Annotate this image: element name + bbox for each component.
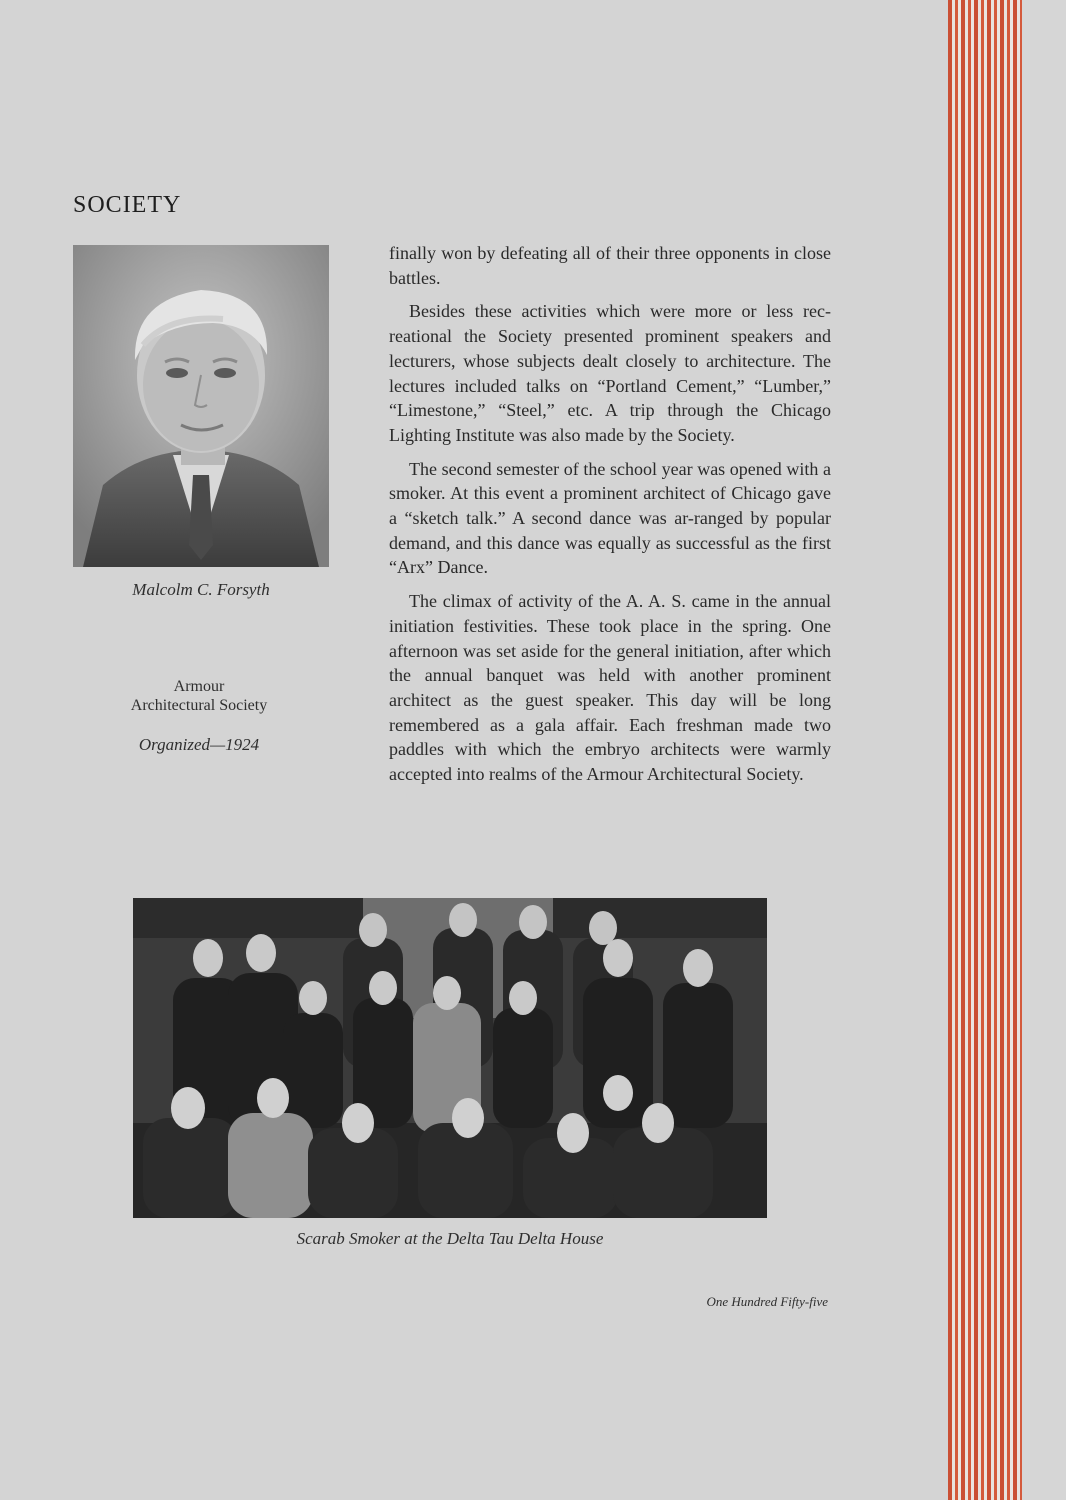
society-name <box>73 677 325 715</box>
society-name-line-1: Armour <box>173 678 225 695</box>
group-photo <box>133 898 767 1218</box>
group-photo-illustration <box>133 898 767 1218</box>
decorative-red-stripe <box>948 0 1022 1500</box>
article-paragraph: finally won by defeating all of their three opponents in close battles. <box>389 243 831 288</box>
page-number: One Hundred Fifty-five <box>706 1294 828 1309</box>
article-body <box>389 241 831 796</box>
organized-date: Organized—1924 <box>138 735 260 754</box>
portrait-photo <box>73 245 329 567</box>
portrait-illustration <box>73 245 329 567</box>
portrait-caption: Malcolm C. Forsyth <box>132 580 270 599</box>
section-title: SOCIETY <box>73 192 182 218</box>
group-photo-caption: Scarab Smoker at the Delta Tau Delta House <box>296 1229 604 1248</box>
article-paragraph: The climax of activity of the A. A. S. came in the annual initiation festivities. These took place in the spring. One afternoon was set aside for the general initiation, after which the annual banquet was held with another prominent architect as the guest speaker. This day will be long remembered as a gala affair. Each freshman made two paddles with which the embryo architects were warmly accepted into realms of the Armour Architectural Society. <box>389 591 831 785</box>
article-paragraph: Besides these activities which were more or less rec-reational the Society presented prominent speakers and lecturers, whose subjects dealt closely to architecture. The lectures included talks on “Portland Cement,” “Lumber,” “Limestone,” “Steel,” etc. A trip through the Chicago Lighting Institute was also made by the Society. <box>389 301 831 445</box>
article-paragraph: The second semester of the school year was opened with a smoker. At this event a prominent architect of Chicago gave a “sketch talk.” A second dance was ar-ranged by popular demand, and this dance was equally as successful as the first “Arx” Dance. <box>389 458 831 578</box>
page-edge <box>1022 0 1066 1500</box>
society-name-line-2: Architectural Society <box>130 697 268 714</box>
